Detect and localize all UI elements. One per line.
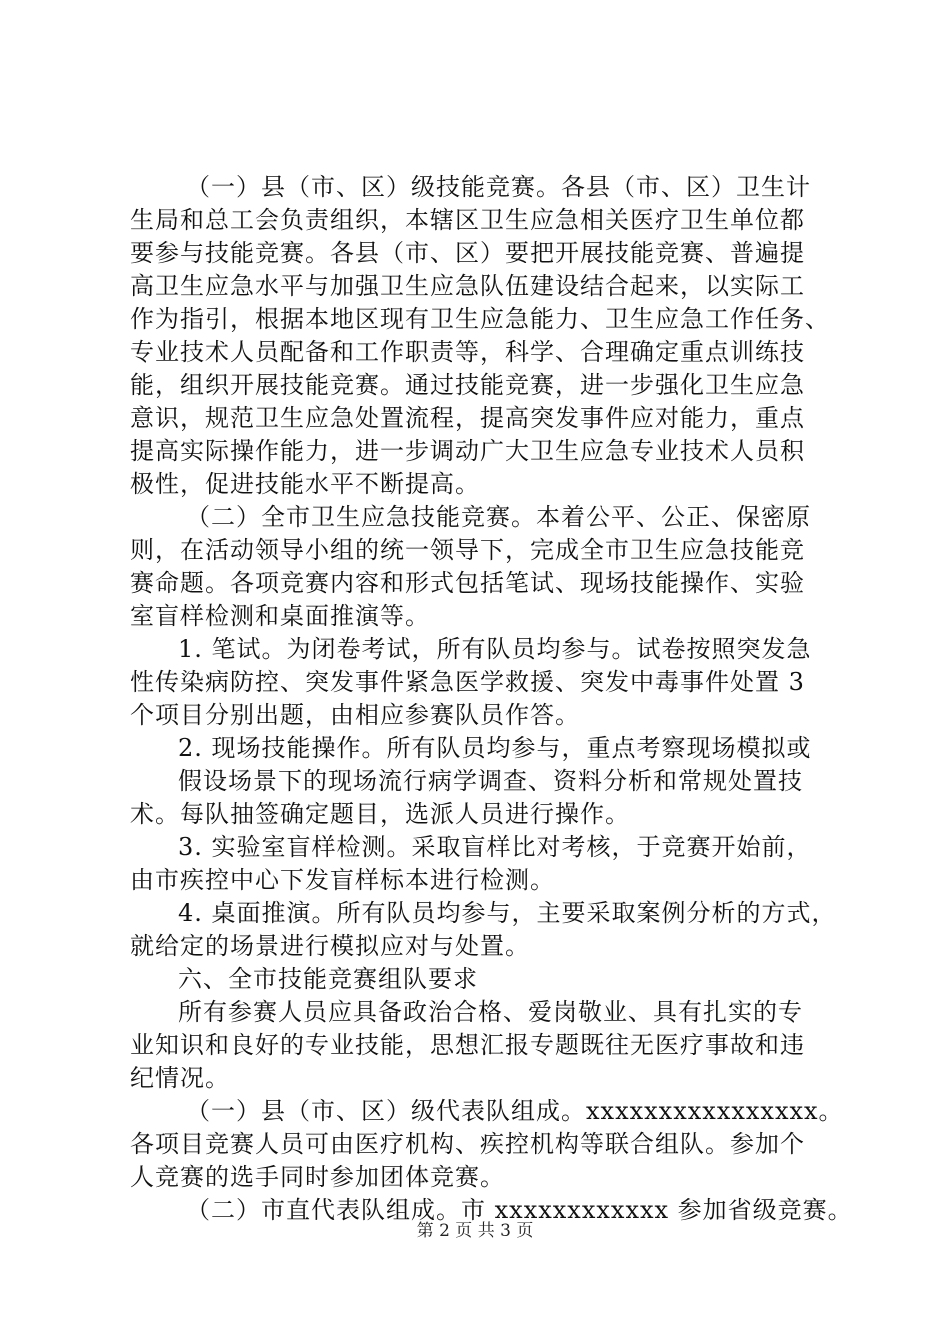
body-line: 赛命题。各项竞赛内容和形式包括笔试、现场技能操作、实验 [130,569,805,597]
body-line: 能，组织开展技能竞赛。通过技能竞赛，进一步强化卫生应急 [130,371,805,399]
body-line: 4. 桌面推演。所有队员均参与，主要采取案例分析的方式， [178,899,837,927]
body-line: 纪情况。 [130,1064,230,1092]
body-line: 由市疾控中心下发盲样标本进行检测。 [130,866,555,894]
body-line: 假设场景下的现场流行病学调查、资料分析和常规处置技 [178,767,803,795]
body-line: 意识，规范卫生应急处置流程，提高突发事件应对能力，重点 [130,404,805,432]
body-line: 性传染病防控、突发事件紧急医学救援、突发中毒事件处置 3 [130,668,805,696]
body-line: （一）县（市、区）级代表队组成。xxxxxxxxxxxxxxxx。 [186,1097,844,1125]
body-line: 术。每队抽签确定题目，选派人员进行操作。 [130,800,630,828]
body-line: 室盲样检测和桌面推演等。 [130,602,430,630]
body-line: （二）全市卫生应急技能竞赛。本着公平、公正、保密原 [186,503,811,531]
body-line: 人竞赛的选手同时参加团体竞赛。 [130,1163,505,1191]
body-line: 个项目分别出题，由相应参赛队员作答。 [130,701,580,729]
body-line: 业知识和良好的专业技能，思想汇报专题既往无医疗事故和违 [130,1031,805,1059]
body-line: （一）县（市、区）级技能竞赛。各县（市、区）卫生计 [186,173,811,201]
page-number-footer: 第 2 页 共 3 页 [416,1221,534,1241]
body-line: 3. 实验室盲样检测。采取盲样比对考核，于竞赛开始前， [178,833,812,861]
body-line: 生局和总工会负责组织，本辖区卫生应急相关医疗卫生单位都 [130,206,805,234]
body-line: 则，在活动领导小组的统一领导下，完成全市卫生应急技能竞 [130,536,805,564]
body-line: 专业技术人员配备和工作职责等，科学、合理确定重点训练技 [130,338,805,366]
body-line: 作为指引，根据本地区现有卫生应急能力、卫生应急工作任务、 [130,305,830,333]
body-line: 1. 笔试。为闭卷考试，所有队员均参与。试卷按照突发急 [178,635,812,663]
body-line: 2. 现场技能操作。所有队员均参与，重点考察现场模拟或 [178,734,812,762]
body-line: 各项目竞赛人员可由医疗机构、疾控机构等联合组队。参加个 [130,1130,805,1158]
body-line: 高卫生应急水平与加强卫生应急队伍建设结合起来，以实际工 [130,272,805,300]
body-line: 要参与技能竞赛。各县（市、区）要把开展技能竞赛、普遍提 [130,239,805,267]
section-heading: 六、全市技能竞赛组队要求 [178,965,478,993]
body-line: （二）市直代表队组成。市 xxxxxxxxxxxx 参加省级竞赛。 [186,1196,853,1224]
body-line: 所有参赛人员应具备政治合格、爱岗敬业、具有扎实的专 [178,998,803,1026]
body-line: 极性，促进技能水平不断提高。 [130,470,480,498]
body-line: 就给定的场景进行模拟应对与处置。 [130,932,530,960]
body-line: 提高实际操作能力，进一步调动广大卫生应急专业技术人员积 [130,437,805,465]
